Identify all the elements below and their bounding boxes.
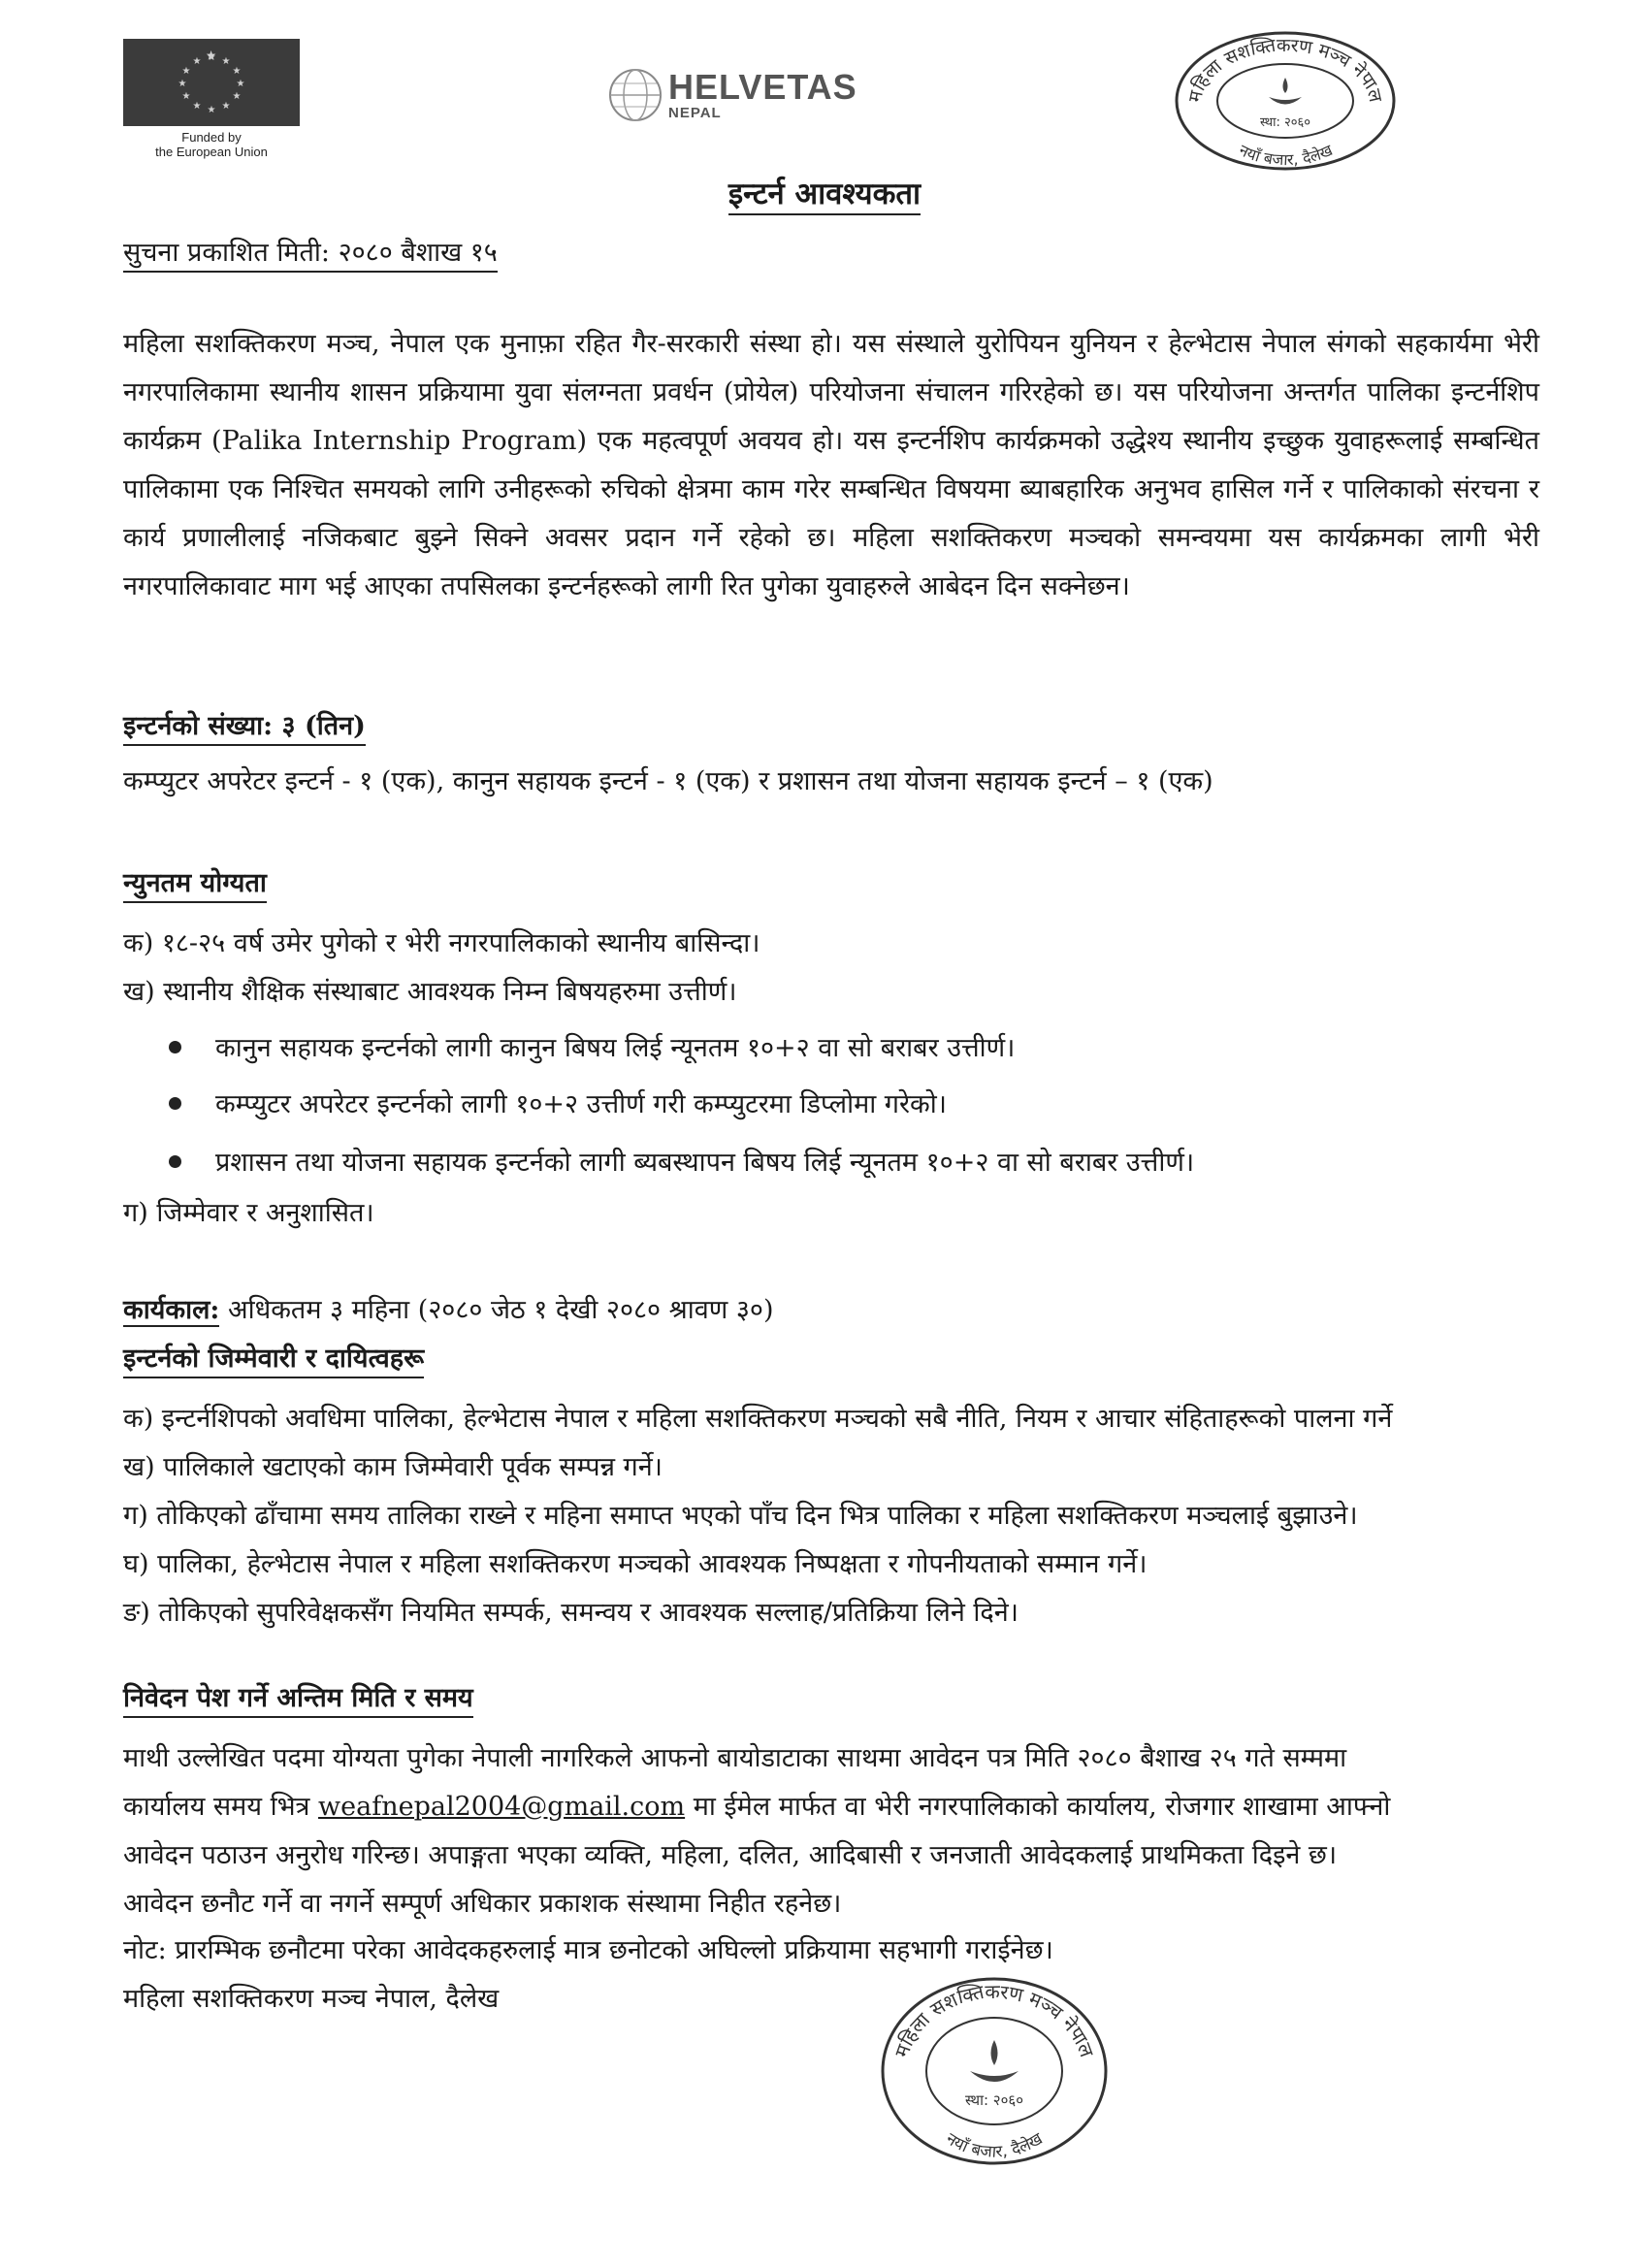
- page-title: इन्टर्न आवश्यकता: [0, 173, 1649, 213]
- responsibility-item: ग) तोकिएको ढाँचामा समय तालिका राख्ने र महिना समाप्त भएको पाँच दिन भित्र पालिका र महिला सशक्तिकरण मञ्चलाई बुझाउने।: [123, 1501, 1358, 1531]
- svg-text:★: ★: [221, 56, 231, 67]
- svg-text:★: ★: [192, 101, 202, 112]
- responsibility-item: घ) पालिका, हेल्भेटास नेपाल र महिला सशक्तिकरण मञ्चको आवश्यक निष्पक्षता र गोपनीयताको सम्मान गर्ने।: [123, 1549, 1148, 1579]
- interns-heading: इन्टर्नको संख्या: ३ (तिन): [123, 706, 366, 746]
- eu-caption-line1: Funded by: [181, 130, 242, 145]
- responsibility-item: ख) पालिकाले खटाएको काम जिम्मेवारी पूर्वक सम्पन्न गर्ने।: [123, 1452, 663, 1482]
- application-heading: निवेदन पेश गर्ने अन्तिम मिति र समय: [123, 1678, 473, 1718]
- helvetas-name: HELVETAS: [668, 66, 857, 107]
- interns-text: कम्प्युटर अपरेटर इन्टर्न - १ (एक), कानुन सहायक इन्टर्न - १ (एक) र प्रशासन तथा योजना सहायक इन्टर्न – १ (एक): [123, 766, 1213, 796]
- svg-text:★: ★: [236, 79, 245, 89]
- qualification-b: ख) स्थानीय शैक्षिक संस्थाबाट आवश्यक निम्न बिषयहरुमा उत्तीर्ण।: [123, 977, 737, 1007]
- svg-text:★: ★: [232, 91, 242, 102]
- helvetas-sub: NEPAL: [668, 104, 722, 121]
- qualification-heading: न्युनतम योग्यता: [123, 863, 267, 903]
- qualification-bullet: कानुन सहायक इन्टर्नको लागी कानुन बिषय लिई न्यूनतम १०+२ वा सो बराबर उत्तीर्ण।: [171, 1028, 1015, 1064]
- svg-text:★: ★: [181, 66, 191, 77]
- svg-text:★: ★: [207, 105, 216, 115]
- intro-paragraph: महिला सशक्तिकरण मञ्च, नेपाल एक मुनाफ़ा रहित गैर-सरकारी संस्था हो। यस संस्थाले युरोपियन युनियन र हेल्भेटास नेपाल संगको सहकार्यमा भेरी नगरपालिकामा स्थानीय शासन प्रक्रियामा युवा संलग्नता प्रवर्धन (प्रोयेल) परियोजना संचालन गरिरहेको छ। यस परियोजना अन्तर्गत पालिका इन्टर्नशिप कार्यक्रम (Palika Internship Program) एक महत्वपूर्ण अवयव हो। यस इन्टर्नशिप कार्यक्रमको उद्धेश्य स्थानीय इच्छुक युवाहरूलाई सम्बन्धित पालिकामा एक निश्चित समयको लागि उनीहरूको रुचिको क्षेत्रमा काम गरेर सम्बन्धित विषयमा ब्याबहारिक अनुभव हासिल गर्ने र पालिकाको संरचना र कार्य प्रणालीलाई नजिकबाट बुझ्ने सिक्ने अवसर प्रदान गर्ने रहेको छ। महिला सशक्तिकरण मञ्चको समन्वयमा यस कार्यक्रमका लागी भेरी नगरपालिकावाट माग भई आएका तपसिलका इन्टर्नहरूको लागी रित पुगेका युवाहरुले आबेदन दिन सक्नेछन।: [123, 329, 1539, 601]
- svg-text:महिला सशक्तिकरण मञ्च नेपाल: महिला सशक्तिकरण मञ्च नेपाल: [889, 1979, 1099, 2060]
- email-link[interactable]: weafnepal2004@gmail.com: [318, 1792, 686, 1822]
- svg-text:★: ★: [207, 52, 216, 63]
- svg-text:स्था: २०६०: स्था: २०६०: [964, 2091, 1024, 2109]
- duration-label: कार्यकाल:: [123, 1295, 220, 1325]
- globe-icon: [606, 66, 664, 124]
- responsibility-item: क) इन्टर्नशिपको अवधिमा पालिका, हेल्भेटास नेपाल र महिला सशक्तिकरण मञ्चको सबै नीति, नियम र आचार संहिताहरूको पालना गर्ने: [123, 1404, 1393, 1434]
- qualification-c: ग) जिम्मेवार र अनुशासित।: [123, 1198, 374, 1228]
- application-line4: आवेदन छनौट गर्ने वा नगर्ने सम्पूर्ण अधिकार प्रकाशक संस्थामा निहीत रहनेछ।: [123, 1889, 842, 1919]
- application-line2: कार्यालय समय भित्र weafnepal2004@gmail.com मा ईमेल मार्फत वा भेरी नगरपालिकाको कार्यालय, रोजगार शाखामा आफ्नो: [123, 1792, 1391, 1822]
- application-note: नोट: प्रारम्भिक छनौटमा परेका आवेदकहरुलाई मात्र छनोटको अघिल्लो प्रक्रियामा सहभागी गराईनेछ।: [123, 1935, 1053, 1965]
- publish-date: सुचना प्रकाशित मिती: २०८० बैशाख १५: [123, 233, 498, 273]
- application-line3: आवेदन पठाउन अनुरोध गरिन्छ। अपाङ्गता भएका व्यक्ति, महिला, दलित, आदिबासी र जनजाती आवेदकलाई प्राथमिकता दिइने छ।: [123, 1840, 1338, 1870]
- svg-text:★: ★: [181, 91, 191, 102]
- duration-line: [123, 1290, 1559, 1326]
- svg-text:★: ★: [178, 79, 187, 89]
- eu-logo: [123, 39, 300, 159]
- svg-text:स्था: २०६०: स्था: २०६०: [1259, 115, 1311, 130]
- organization-stamp-top: [1172, 29, 1399, 173]
- svg-text:★: ★: [221, 101, 231, 112]
- responsibility-item: ङ) तोकिएको सुपरिवेक्षकसँग नियमित सम्पर्क, समन्वय र आवश्यक सल्लाह/प्रतिक्रिया लिने दिने।: [123, 1598, 1018, 1628]
- qualification-bullet: कम्प्युटर अपरेटर इन्टर्नको लागी १०+२ उत्तीर्ण गरी कम्प्युटरमा डिप्लोमा गरेको।: [171, 1085, 947, 1120]
- svg-text:★: ★: [192, 56, 202, 67]
- organization-stamp-bottom: [878, 1974, 1111, 2168]
- eu-caption: [123, 130, 300, 159]
- svg-text:नयाँ बजार, दैलेख: नयाँ बजार, दैलेख: [942, 2129, 1047, 2162]
- eu-flag-icon: [123, 39, 300, 126]
- application-line1: माथी उल्लेखित पदमा योग्यता पुगेका नेपाली नागरिकले आफनो बायोडाटाका साथमा आवेदन पत्र मिति २०८० बैशाख २५ गते सम्ममा: [123, 1743, 1347, 1773]
- duration-text: अधिकतम ३ महिना (२०८० जेठ १ देखी २०८० श्रावण ३०): [219, 1295, 774, 1325]
- svg-text:महिला सशक्तिकरण मञ्च नेपाल: महिला सशक्तिकरण मञ्च नेपाल: [1183, 34, 1387, 105]
- qualification-bullet: प्रशासन तथा योजना सहायक इन्टर्नको लागी ब्यबस्थापन बिषय लिई न्यूनतम १०+२ वा सो बराबर उत्तीर्ण।: [171, 1143, 1194, 1179]
- qualification-a: क) १८-२५ वर्ष उमेर पुगेको र भेरी नगरपालिकाको स्थानीय बासिन्दा।: [123, 928, 760, 958]
- helvetas-logo: [606, 66, 857, 124]
- svg-text:★: ★: [232, 66, 242, 77]
- signature-line: महिला सशक्तिकरण मञ्च नेपाल, दैलेख: [123, 1984, 500, 2014]
- svg-text:नयाँ बजार, दैलेख: नयाँ बजार, दैलेख: [1236, 140, 1336, 170]
- responsibilities-heading: इन्टर्नको जिम्मेवारी र दायित्वहरू: [123, 1339, 424, 1378]
- eu-caption-line2: the European Union: [155, 145, 268, 159]
